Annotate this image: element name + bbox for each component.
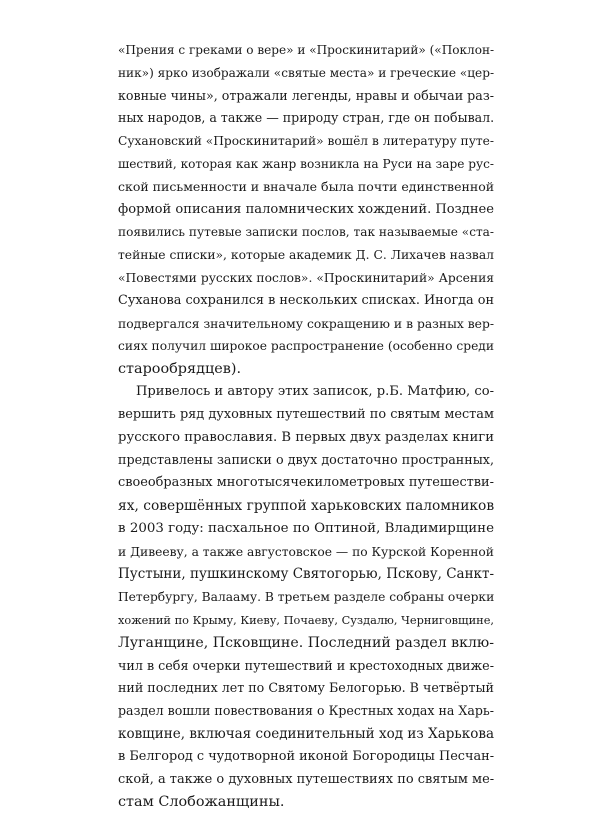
text-line: Пустыни, пушкинскому Святогорью, Пскову, Санкт- [118,566,494,583]
text-line: ник») ярко изображали «святые места» и греческие «цер- [118,65,495,80]
paragraph-1 [118,39,494,381]
text-line: вершить ряд духовных путешествий по святым местам [118,406,494,422]
text-line: тейные списки», которые академик Д. С. Лихачев назвал [118,248,494,263]
text-line: представлены записки о двух достаточно пространных, [118,452,494,468]
text-line: сиях получил широкое распространение (особенно среди [118,339,494,354]
text-line: формой описания паломнических хождений. Позднее [118,201,494,217]
text-line: «Прения с греками о вере» и «Проскинитарий» («Поклон- [118,43,495,57]
text-line: ных народов, а также — природу стран, где он побывал. [118,110,495,126]
text-line: старообрядцев). [118,361,242,378]
text-line: раздел вошли повествования о Крестных ходах на Харь- [118,703,494,719]
text-line: Луганщине, Псковщине. Последний раздел вклю- [118,634,494,651]
text-line: в Белгород с чудотворной иконой Богородицы Песчан- [118,748,495,764]
text-line: ний последних лет по Святому Белогорью. В четвёртый [118,680,494,696]
text-line: и Дивееву, а также августовское — по Курской Коренной [118,544,494,559]
text-line: Петербургу, Валааму. В третьем разделе собраны очерки [118,590,495,605]
text-line: ской, а также о духовных путешествиях по святым ме- [118,771,495,787]
text-line: стам Слобожанщины. [118,794,285,811]
text-line: своеобразных многотысячекилометровых путешестви- [118,475,494,491]
text-line: подвергался значительному сокращению и в разных вер- [118,316,494,331]
text-line: Суханова сохранился в нескольких списках. Иногда он [118,292,495,308]
text-line: Привелось и автору этих записок, р.Б. Матфию, со- [136,383,494,399]
body-text [118,39,494,814]
text-line: «Повестями русских послов». «Проскинитарий» Арсения [118,270,494,285]
text-line: появились путевые записки послов, так называемые «ста- [118,225,494,240]
text-line: ковные чины», отражали легенды, нравы и обычаи раз- [118,87,495,103]
text-line: Сухановский «Проскинитарий» вошёл в литературу путе- [118,134,495,149]
text-line: хожений по Крыму, Киеву, Почаеву, Суздалю, Черниговщине, [118,612,494,627]
text-line: в 2003 году: пасхальное по Оптиной, Владимирщине [118,520,494,536]
text-line: ковщине, включая соединительный ход из Харькова [118,725,494,742]
paragraph-2 [118,381,494,814]
text-line: ской письменности и вначале была почти единственной [118,178,495,194]
text-line: ях, совершённых группой харьковских паломников [118,497,495,514]
text-line: чил в себя очерки путешествий и крестоходных движе- [118,657,494,673]
text-line: шествий, которая как жанр возникла на Руси на заре рус- [118,156,494,171]
text-line: русского православия. В первых двух разделах книги [118,429,494,445]
